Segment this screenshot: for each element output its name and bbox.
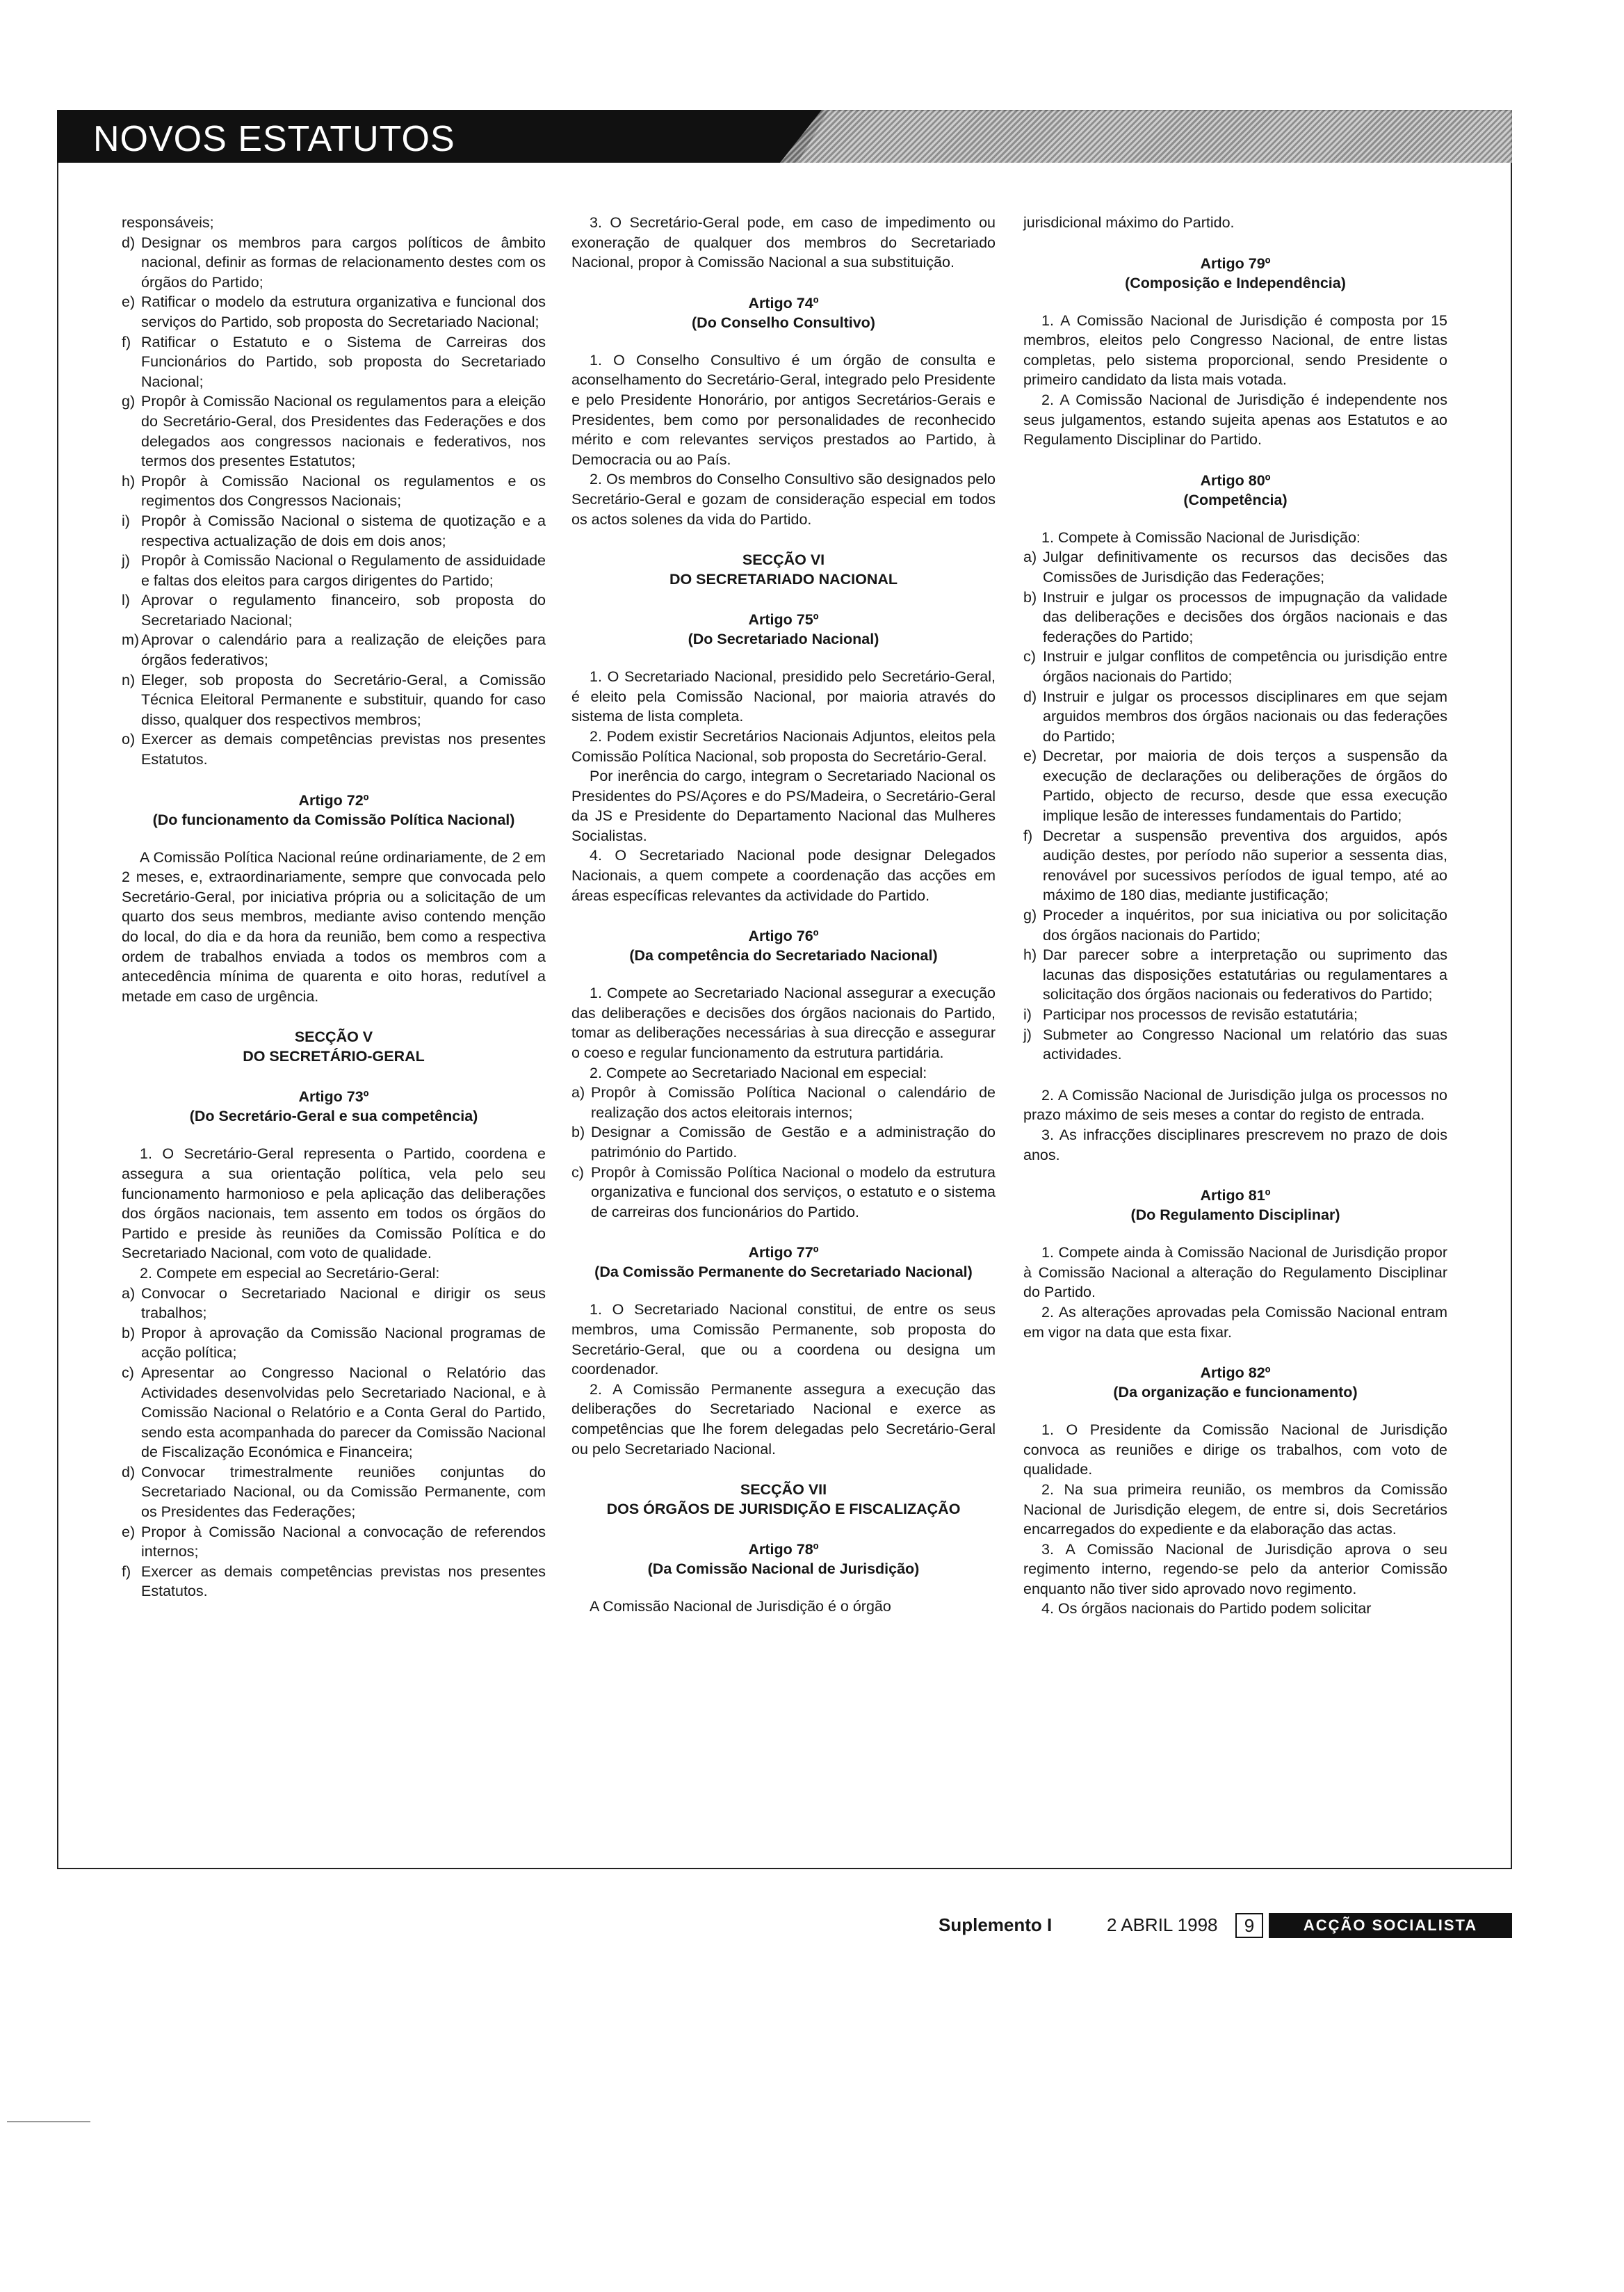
list-text: Propôr à Comissão Nacional o Regulamento de assiduidade e faltas dos eleitos para cargos dirigentes do Partido; <box>141 552 546 589</box>
list-marker: d) <box>1023 688 1037 705</box>
list-text: Instruir e julgar conflitos de competência ou jurisdição entre órgãos nacionais do Partido; <box>1043 648 1447 685</box>
list-item <box>1023 905 1447 945</box>
list-text: Convocar trimestralmente reuniões conjuntas do Secretariado Nacional, ou da Comissão Permanente, com os Presidentes das Federações; <box>141 1463 546 1521</box>
paragraph: 2. A Comissão Nacional de Jurisdição julga os processos no prazo máximo de seis meses a contar do registo de entrada. <box>1023 1086 1447 1124</box>
paragraph: 1. O Conselho Consultivo é um órgão de consulta e aconselhamento do Secretário-Geral, integrado pelo Presidente e pelo Presidente Honorário, por antigos Secretários-Gerais e Presidentes, bem como por personalidades de reconhecido mérito e com relevantes serviços prestados ao Partido, à Democracia ou ao País. <box>571 351 996 468</box>
list-item <box>122 332 546 392</box>
article-heading <box>571 926 996 965</box>
footer-date: 2 ABRIL 1998 <box>1107 1914 1218 1935</box>
paragraph: A Comissão Política Nacional reúne ordinariamente, de 2 em 2 meses, e, extraordinariamente, sempre que convocada pelo Secretário-Geral, por iniciativa própria ou a solicitação de um quarto dos seus membros, mediante aviso contendo menção do local, do dia e da hora da reunião, bem como a respectiva ordem de trabalhos enviada a todos os membros com a antecedência mínima de quarenta e oito horas, redutível a metade em caso de urgência. <box>122 848 546 1005</box>
list-text: Designar os membros para cargos políticos de âmbito nacional, definir as formas de relacionamento destes com os órgãos do Partido; <box>141 234 546 291</box>
list-text: Exercer as demais competências previstas nos presentes Estatutos. <box>141 731 546 768</box>
paragraph: 1. O Secretariado Nacional, presidido pelo Secretário-Geral, é eleito pela Comissão Nacional, por maioria através do sistema de lista completa. <box>571 668 996 725</box>
list-marker: c) <box>1023 648 1036 665</box>
heading-subtitle: (Da organização e funcionamento) <box>1113 1384 1358 1401</box>
list-marker: a) <box>571 1084 585 1101</box>
list-marker: i) <box>1023 1006 1032 1023</box>
heading-subtitle: (Do Secretário-Geral e sua competência) <box>189 1108 478 1125</box>
list-text: Aprovar o regulamento financeiro, sob proposta do Secretariado Nacional; <box>141 592 546 629</box>
text-column-1 <box>122 213 546 1601</box>
paragraph: 3. A Comissão Nacional de Jurisdição aprova o seu regimento interno, regendo-se pelo da anterior Comissão enquanto não tiver sido aprovado novo regimento. <box>1023 1540 1447 1597</box>
banner-halftone-band <box>780 110 1512 163</box>
paragraph: Por inerência do cargo, integram o Secretariado Nacional os Presidentes do PS/Açores e do PS/Madeira, o Secretário-Geral da JS e Presidente do Departamento Nacional das Mulheres Socialistas. <box>571 768 996 844</box>
heading-subtitle: (Competência) <box>1183 491 1288 508</box>
list-text: Ratificar o Estatuto e o Sistema de Carreiras dos Funcionários do Partido, sob proposta do Secretariado Nacional; <box>141 333 546 390</box>
list-marker: b) <box>571 1124 585 1141</box>
list-marker: n) <box>122 671 136 688</box>
paragraph: 1. O Presidente da Comissão Nacional de Jurisdição convoca as reuniões e dirige os trabalhos, com voto de qualidade. <box>1023 1421 1447 1478</box>
list-marker: b) <box>1023 588 1037 606</box>
heading-title: SECÇÃO V <box>294 1028 373 1046</box>
list-item <box>571 1163 996 1222</box>
paragraph: 2. A Comissão Permanente assegura a execução das deliberações do Secretariado Nacional e exerce as competências que lhe forem delegadas pelo Secretário-Geral ou pelo Secretariado Nacional. <box>571 1380 996 1458</box>
heading-subtitle: (Da Comissão Permanente do Secretariado Nacional) <box>594 1264 973 1281</box>
article-heading <box>1023 254 1447 293</box>
footer-publication-name: ACÇÃO SOCIALISTA <box>1269 1913 1512 1938</box>
list-marker: b) <box>122 1324 136 1341</box>
list-item <box>122 551 546 590</box>
list-marker: f) <box>1023 827 1033 844</box>
list-text: Instruir e julgar os processos de impugnação da validade das deliberações e decisões dos órgãos nacionais e das federações do Partido; <box>1043 588 1447 645</box>
heading-title: Artigo 76º <box>748 928 819 945</box>
scan-mark <box>7 2121 90 2122</box>
list-marker: h) <box>122 472 136 490</box>
list-text: Decretar, por maioria de dois terços a suspensão da execução de declarações ou deliberações de órgãos do Partido, objecto de recurso, desde que essa execução implique lesão de interesses fundamentais do Partido; <box>1043 748 1447 825</box>
list-item <box>1023 1025 1447 1065</box>
list-text: Propôr à Comissão Nacional os regulamentos para a eleição do Secretário-Geral, dos Presidentes das Federações e dos delegados aos congressos nacionais e federativos, nos termos dos presentes Estatutos; <box>141 393 546 470</box>
list-text: Propôr à Comissão Política Nacional o calendário de realização dos actos eleitorais internos; <box>591 1084 996 1121</box>
heading-subtitle: (Do Regulamento Disciplinar) <box>1130 1206 1340 1224</box>
list-item <box>122 590 546 630</box>
paragraph: 2. As alterações aprovadas pela Comissão Nacional entram em vigor na data que esta fixar. <box>1023 1303 1447 1341</box>
list-item <box>122 292 546 332</box>
heading-subtitle: (Da Comissão Nacional de Jurisdição) <box>647 1560 920 1578</box>
list-item <box>122 1323 546 1363</box>
list-item <box>1023 647 1447 686</box>
list-item <box>122 511 546 551</box>
list-marker: c) <box>571 1163 584 1181</box>
paragraph: 2. Os membros do Conselho Consultivo são designados pelo Secretário-Geral e gozam de consideração especial em todos os actos solenes da vida do Partido. <box>571 471 996 528</box>
list-marker: d) <box>122 234 136 251</box>
list-text: Propôr à Comissão Nacional o sistema de quotização e a respectiva actualização de dois em dois anos; <box>141 512 546 549</box>
heading-subtitle: DOS ÓRGÃOS DE JURISDIÇÃO E FISCALIZAÇÃO <box>606 1501 961 1518</box>
list-marker: e) <box>122 1523 136 1540</box>
list-text: Propor à Comissão Nacional a convocação de referendos internos; <box>141 1523 546 1560</box>
paragraph: 4. O Secretariado Nacional pode designar Delegados Nacionais, a quem compete a coordenação das acções em áreas específicas relevantes da actividade do Partido. <box>571 847 996 904</box>
list-marker: j) <box>122 552 130 570</box>
footer-page-number: 9 <box>1235 1913 1263 1938</box>
list-text: Dar parecer sobre a interpretação ou suprimento das lacunas das disposições estatutárias ou regulamentares a solicitação dos órgãos nacionais ou federativos do Partido; <box>1043 946 1447 1003</box>
list-item <box>571 1083 996 1122</box>
list-marker: g) <box>122 393 136 410</box>
heading-subtitle: (Do Secretariado Nacional) <box>688 631 879 648</box>
list-text: Convocar o Secretariado Nacional e dirigir os seus trabalhos; <box>141 1284 546 1322</box>
paragraph: 2. Compete ao Secretariado Nacional em especial: <box>590 1064 927 1081</box>
paragraph: 1. Compete ao Secretariado Nacional assegurar a execução das deliberações e decisões dos órgãos nacionais do Partido, tomar as deliberações necessárias à sua direcção e assegurar o coeso e regular funcionamento da estrutura partidária. <box>571 985 996 1062</box>
paragraph: 2. Compete em especial ao Secretário-Geral: <box>140 1264 440 1282</box>
paragraph: 1. O Secretariado Nacional constitui, de entre os seus membros, uma Comissão Permanente, sob proposta do Secretário-Geral, que ou a coordena ou designa um coordenador. <box>571 1301 996 1378</box>
list-text: Designar a Comissão de Gestão e a administração do património do Partido. <box>591 1124 996 1161</box>
paragraph: 3. As infracções disciplinares prescrevem no prazo de dois anos. <box>1023 1126 1447 1163</box>
continued-text: jurisdicional máximo do Partido. <box>1023 214 1235 231</box>
paragraph: 2. Podem existir Secretários Nacionais Adjuntos, eleitos pela Comissão Política Nacional, sob proposta do Secretário-Geral. <box>571 727 996 765</box>
heading-title: Artigo 74º <box>748 294 819 312</box>
article-heading <box>571 550 996 589</box>
heading-subtitle: DO SECRETÁRIO-GERAL <box>243 1048 425 1065</box>
list-marker: a) <box>1023 549 1037 566</box>
list-item <box>1023 547 1447 587</box>
list-item <box>1023 1005 1447 1025</box>
paragraph: 1. O Secretário-Geral representa o Partido, coordena e assegura a sua orientação política, vela pelo seu funcionamento harmonioso e pela aplicação das deliberações dos órgãos nacionais, tem assento em todos os órgãos do Partido e preside às reuniões da Comissão Política e do Secretariado Nacional, com voto de qualidade. <box>122 1145 546 1262</box>
list-marker: j) <box>1023 1026 1032 1043</box>
article-heading <box>571 1480 996 1519</box>
continued-text: responsáveis; <box>122 214 214 231</box>
list-text: Ratificar o modelo da estrutura organizativa e funcional dos serviços do Partido, sob proposta do Secretariado Nacional; <box>141 293 546 330</box>
list-item <box>122 1462 546 1522</box>
list-text: Aprovar o calendário para a realização de eleições para órgãos federativos; <box>141 631 546 669</box>
list-marker: h) <box>1023 946 1037 964</box>
paragraph: 1. A Comissão Nacional de Jurisdição é composta por 15 membros, eleitos pelo Congresso Nacional, de entre listas completas, pelo sistema proporcional, sendo Presidente o primeiro candidato da lista mais votada. <box>1023 312 1447 389</box>
article-heading <box>571 293 996 332</box>
heading-title: Artigo 82º <box>1200 1364 1271 1382</box>
list-marker: m) <box>122 631 140 649</box>
heading-title: Artigo 80º <box>1200 471 1271 489</box>
list-item <box>122 1562 546 1601</box>
article-heading <box>571 610 996 649</box>
list-item <box>122 729 546 769</box>
list-item <box>1023 588 1447 647</box>
heading-subtitle: (Do funcionamento da Comissão Política Nacional) <box>152 811 515 828</box>
text-column-2 <box>571 213 996 1617</box>
list-marker: i) <box>122 512 130 529</box>
list-text: Propor à aprovação da Comissão Nacional programas de acção política; <box>141 1324 546 1362</box>
list-marker: a) <box>122 1284 136 1302</box>
paragraph: 3. O Secretário-Geral pode, em caso de impedimento ou exoneração de qualquer dos membros do Secretariado Nacional, propor à Comissão Nacional a sua substituição. <box>571 214 996 271</box>
paragraph: 1. Compete ainda à Comissão Nacional de Jurisdição propor à Comissão Nacional a alteração do Regulamento Disciplinar do Partido. <box>1023 1244 1447 1301</box>
list-item <box>122 392 546 471</box>
list-item <box>1023 826 1447 905</box>
list-marker: e) <box>122 293 136 311</box>
banner-title: NOVOS ESTATUTOS <box>93 119 455 159</box>
paragraph: 4. Os órgãos nacionais do Partido podem solicitar <box>1041 1600 1372 1617</box>
list-item <box>122 1522 546 1562</box>
list-text: Instruir e julgar os processos disciplinares em que sejam arguidos membros dos órgãos nacionais ou das federações do Partido; <box>1043 688 1447 745</box>
list-item <box>1023 945 1447 1005</box>
list-text: Apresentar ao Congresso Nacional o Relatório das Actividades desenvolvidas pelo Secretariado Nacional, e à Comissão Nacional o Relatório e a Conta Geral do Partido, sendo esta acompanhada do parecer da Comissão Nacional de Fiscalização Económica e Financeira; <box>141 1364 546 1461</box>
paragraph: 2. Na sua primeira reunião, os membros da Comissão Nacional de Jurisdição elegem, de entre si, dois Secretários encarregados do expediente e da elaboração das actas. <box>1023 1480 1447 1538</box>
article-heading <box>571 1243 996 1282</box>
list-text: Submeter ao Congresso Nacional um relatório das suas actividades. <box>1043 1026 1447 1063</box>
list-marker: f) <box>122 333 131 350</box>
heading-title: SECÇÃO VI <box>742 551 825 569</box>
heading-title: Artigo 75º <box>748 611 819 629</box>
paragraph: 2. A Comissão Nacional de Jurisdição é independente nos seus julgamentos, estando sujeita apenas aos Estatutos e ao Regulamento Disciplinar do Partido. <box>1023 391 1447 449</box>
footer-supplement: Suplemento I <box>939 1914 1053 1935</box>
list-marker: e) <box>1023 748 1037 765</box>
list-text: Propôr à Comissão Nacional os regulamentos e os regimentos dos Congressos Nacionais; <box>141 472 546 510</box>
article-heading <box>571 1540 996 1579</box>
list-item <box>122 1363 546 1462</box>
page-footer <box>0 1914 1624 1942</box>
list-item <box>122 233 546 293</box>
list-marker: f) <box>122 1563 131 1580</box>
list-item <box>571 1122 996 1162</box>
heading-title: Artigo 73º <box>298 1088 369 1106</box>
heading-title: Artigo 72º <box>298 791 369 809</box>
heading-title: Artigo 79º <box>1200 255 1271 272</box>
heading-title: Artigo 78º <box>748 1541 819 1558</box>
list-item <box>122 471 546 511</box>
spacer <box>1023 1065 1447 1086</box>
list-item <box>122 630 546 670</box>
list-text: Exercer as demais competências previstas nos presentes Estatutos. <box>141 1563 546 1600</box>
list-item <box>1023 746 1447 825</box>
heading-title: Artigo 81º <box>1200 1187 1271 1204</box>
text-column-3 <box>1023 213 1447 1619</box>
paragraph: 1. Compete à Comissão Nacional de Jurisdição: <box>1041 528 1361 546</box>
list-item <box>122 670 546 730</box>
list-text: Propôr à Comissão Política Nacional o modelo da estrutura organizativa e funcional dos serviços, o estatuto e o sistema de carreiras dos funcionários do Partido. <box>591 1163 996 1220</box>
list-marker: c) <box>122 1364 134 1381</box>
article-heading <box>122 1087 546 1126</box>
heading-subtitle: (Composição e Independência) <box>1125 274 1346 291</box>
heading-title: SECÇÃO VII <box>740 1481 827 1499</box>
section-banner <box>57 110 1512 163</box>
article-heading <box>122 791 546 830</box>
article-heading <box>1023 471 1447 510</box>
list-item <box>122 1284 546 1323</box>
list-text: Participar nos processos de revisão estatutária; <box>1043 1006 1358 1023</box>
paragraph: A Comissão Nacional de Jurisdição é o órgão <box>590 1598 891 1615</box>
heading-subtitle: DO SECRETARIADO NACIONAL <box>669 571 898 588</box>
list-marker: d) <box>122 1463 136 1480</box>
heading-subtitle: (Do Conselho Consultivo) <box>692 314 875 331</box>
heading-subtitle: (Da competência do Secretariado Nacional) <box>629 947 938 965</box>
article-heading <box>1023 1363 1447 1402</box>
heading-title: Artigo 77º <box>748 1244 819 1261</box>
list-text: Proceder a inquéritos, por sua iniciativa ou por solicitação dos órgãos nacionais do Partido; <box>1043 907 1447 944</box>
list-marker: o) <box>122 731 136 748</box>
article-heading <box>122 1027 546 1066</box>
list-item <box>1023 687 1447 747</box>
article-heading <box>1023 1186 1447 1225</box>
list-marker: l) <box>122 592 130 609</box>
list-text: Decretar a suspensão preventiva dos arguidos, após audição destes, por período não superior a sessenta dias, renovável por sucessivos períodos de igual tempo, até ao máximo de 180 dias, mediante justificação; <box>1043 827 1447 904</box>
list-marker: g) <box>1023 907 1037 924</box>
list-text: Eleger, sob proposta do Secretário-Geral, a Comissão Técnica Eleitoral Permanente e substituir, quando for caso disso, qualquer dos respectivos membros; <box>141 671 546 728</box>
list-text: Julgar definitivamente os recursos das decisões das Comissões de Jurisdição das Federações; <box>1043 549 1447 586</box>
